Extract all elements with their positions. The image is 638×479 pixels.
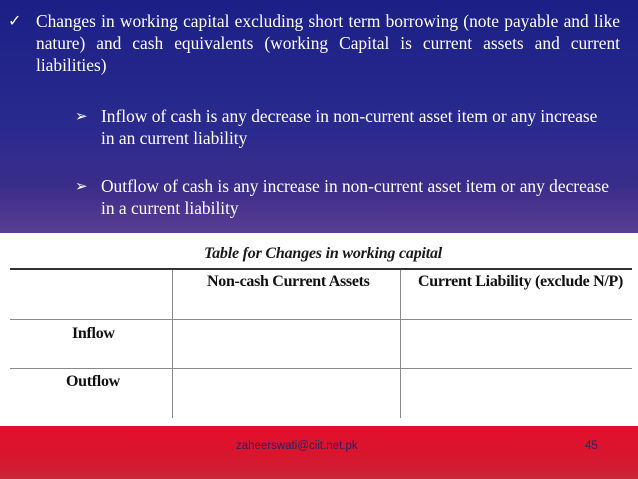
table-column-divider <box>172 270 173 418</box>
page-number: 45 <box>585 440 598 452</box>
row-label-outflow: Outflow <box>66 373 120 390</box>
column-header: Current Liability (exclude N/P) <box>418 273 624 290</box>
sub-bullet-outflow <box>75 175 615 219</box>
sub-bullet-text: Outflow of cash is any increase in non-current asset item or any decrease in a current liability <box>101 176 609 218</box>
main-bullet-text: Changes in working capital excluding short term borrowing (note payable and like nature) and cash equivalents (working Capital is current assets and current liabilities) <box>36 11 620 75</box>
main-bullet <box>8 10 620 76</box>
sub-bullet-text: Inflow of cash is any decrease in non-current asset item or any increase in an current liability <box>101 106 598 148</box>
footer-email: zaheerswati@ciit.net.pk <box>236 440 358 452</box>
table-row-divider <box>10 319 632 320</box>
working-capital-table <box>10 270 632 418</box>
arrow-bullet-icon: ➢ <box>75 107 88 125</box>
checkmark-icon: ✓ <box>8 11 22 30</box>
footer-bar <box>0 426 638 479</box>
table-title: Table for Changes in working capital <box>204 245 443 262</box>
row-label-inflow: Inflow <box>72 325 115 342</box>
table-column-divider <box>400 270 401 418</box>
table-row-divider <box>10 368 632 369</box>
column-header: Non-cash Current Assets <box>207 273 370 290</box>
sub-bullet-inflow <box>75 105 615 149</box>
arrow-bullet-icon: ➢ <box>75 177 88 195</box>
